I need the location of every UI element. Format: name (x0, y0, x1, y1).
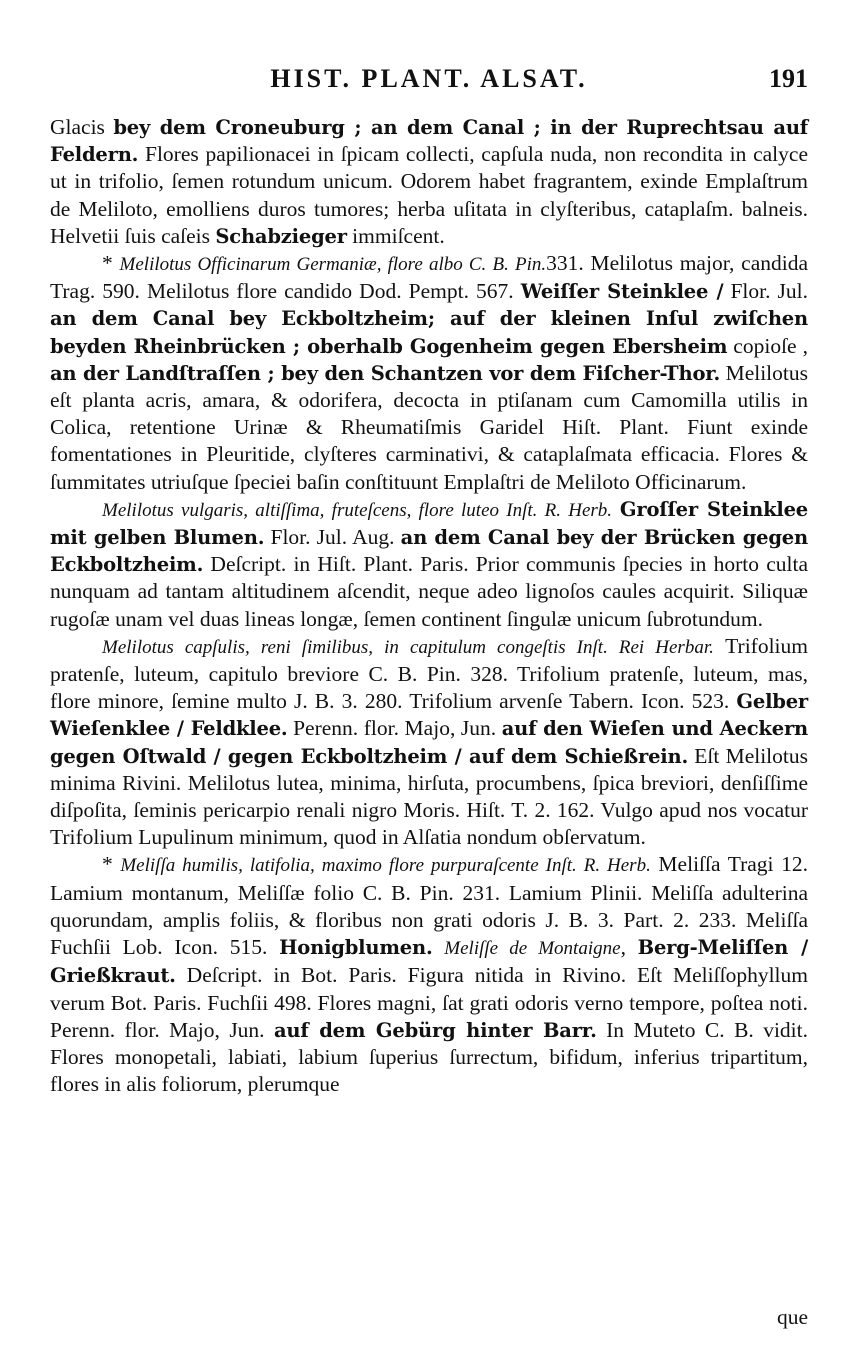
latin-text: Trifolium pratenſe, luteum, capitulo breviore C. B. Pin. 328. Trifolium pratenſe, luteum, mas, flore minore, ſemine multo J. B. 3. 280. Trifolium arvenſe Tabern. Icon. 523. (50, 633, 809, 714)
german-vernacular-text: Berg-Meliſſen / Grießkraut. (50, 936, 808, 988)
page-number: 191 (769, 64, 808, 93)
latin-text: * (102, 852, 121, 877)
paragraph (50, 250, 808, 496)
latin-text: Flor. Jul. Aug. (264, 525, 401, 550)
latin-text: copioſe , (727, 333, 808, 358)
latin-text: Glacis (50, 115, 114, 139)
latin-text: Meliſſa Tragi 12. Lamium montanum, Meliſſæ folio C. B. Pin. 231. Lamium Plinii. Meliſſa adulterina quorundam, amplis foliis, & floribus non grati odoris J. B. 3. Part. 2. 233. Meliſſa Fuchſii Lob. Icon. 515. (50, 852, 808, 960)
german-vernacular-text: Gelber Wieſenklee / Feldklee. (50, 690, 808, 741)
latin-text: , (620, 935, 638, 960)
body-text (50, 114, 808, 1098)
german-vernacular-text: auf den Wieſen und Aeckern gegen Oſtwald / gegen Eckboltzheim / auf dem Schießrein. (50, 717, 809, 768)
german-vernacular-text: bey dem Croneuburg ; an dem Canal ; in der Ruprechtsau auf Feldern. (50, 116, 808, 167)
german-vernacular-text: Weiſſer Steinklee / (520, 280, 724, 304)
italic-species-name: Melilotus capſulis, reni ſimilibus, in capitulum congeſtis Inſt. Rei Herbar. (102, 636, 714, 658)
paragraph (50, 496, 808, 633)
latin-text: 331. Melilotus major, candida Trag. 590. Melilotus flore candido Dod. Pempt. 567. (50, 251, 809, 304)
latin-text: Perenn. flor. Majo, Jun. (287, 716, 502, 741)
german-vernacular-text: Schabzieger (215, 224, 347, 248)
latin-text (612, 497, 620, 521)
german-vernacular-text: an dem Canal bey Eckboltzheim; auf der kleinen Inſul zwiſchen beyden Rheinbrücken ; oberhalb Gogenheim gegen Ebersheim (50, 307, 808, 358)
catchword: que (776, 1305, 808, 1329)
latin-text: Deſcript. in Bot. Paris. Figura nitida in Rivino. Eſt Meliſſophyllum verum Bot. Paris. Fuchſii 498. Flores magni, ſat grati odoris verno tempore, poſtea noti. Perenn. flor. Majo, Jun. (50, 963, 808, 1042)
german-vernacular-text: an der Landſtraſſen ; bey den Schantzen vor dem Fiſcher-Thor. (50, 361, 721, 385)
german-vernacular-text: Groſſer Steinklee mit gelben Blumen. (50, 497, 809, 550)
german-vernacular-text: Honigblumen. (279, 936, 433, 960)
italic-species-name: Melilotus Officinarum Germaniæ, flore albo C. B. Pin. (119, 254, 547, 276)
paragraph (50, 633, 808, 852)
paragraph (50, 114, 808, 250)
latin-text (433, 935, 445, 959)
latin-text: Eſt Melilotus minima Rivini. Melilotus lutea, minima, hirſuta, procumbens, ſpica breviori, denſiſſime diſpoſita, ſeminis pericarpio renali nigro Moris. Hiſt. T. 2. 162. Vulgo apud nos vocatur Trifolium Lupulinum minimum, quod in Alſatia nondum obſervatum. (50, 743, 808, 850)
latin-text: In Muteto C. B. vidit. Flores monopetali, labiati, labium ſuperius ſurrectum, bifidum, inferius tripartitum, flores in alis foliorum, plerumque (50, 1017, 808, 1097)
italic-species-name: Meliſſe de Montaigne (444, 938, 621, 960)
book-page (50, 60, 808, 1330)
latin-text: Flor. Jul. (723, 279, 809, 304)
german-vernacular-text: an dem Canal bey der Brücken gegen Eckboltzheim. (50, 526, 808, 577)
running-head (50, 60, 808, 114)
running-title: HIST. PLANT. ALSAT. (270, 64, 588, 93)
latin-text: immiſcent. (346, 223, 445, 248)
italic-species-name: Melilotus vulgaris, altiſſima, fruteſcens, flore luteo Inſt. R. Herb. (102, 499, 613, 521)
latin-text: * (102, 251, 120, 276)
paragraph (50, 851, 808, 1098)
german-vernacular-text: auf dem Gebürg hinter Barr. (273, 1018, 597, 1042)
latin-text: Flores papilionacei in ſpicam collecti, capſula nuda, non recondita in calyce ut in trifolio, ſemen rotundum unicum. Odorem habet fragrantem, exinde Emplaſtrum de Meliloto, emolliens duros tumores; herba uſitata in clyſteribus, cataplaſm. balneis. Helvetii ſuis caſeis (50, 142, 808, 248)
latin-text: Melilotus eſt planta acris, amara, & odorifera, decocta in ptiſanam cum Camomilla utilis in Colica, retentione Urinæ & Rheumatiſmis Garidel Hiſt. Plant. Fiunt exinde fomentationes in Pleuritide, clyſteres carminativi, & cataplaſmata efficacia. Flores & ſummitates utriuſque ſpeciei baſin conſtituunt Emplaſtri de Meliloto Officinarum. (50, 360, 808, 494)
latin-text: Deſcript. in Hiſt. Plant. Paris. Prior communis ſpecies in horto culta nunquam ad tantam altitudinem aſcendit, neque adeo lignoſos caules acquirit. Siliquæ rugoſæ unam vel duas lineas longæ, ſemen continent ſingulæ unicum ſubrotundum. (50, 552, 808, 631)
italic-species-name: Meliſſa humilis, latifolia, maximo flore purpuraſcente Inſt. R. Herb. (120, 855, 651, 877)
